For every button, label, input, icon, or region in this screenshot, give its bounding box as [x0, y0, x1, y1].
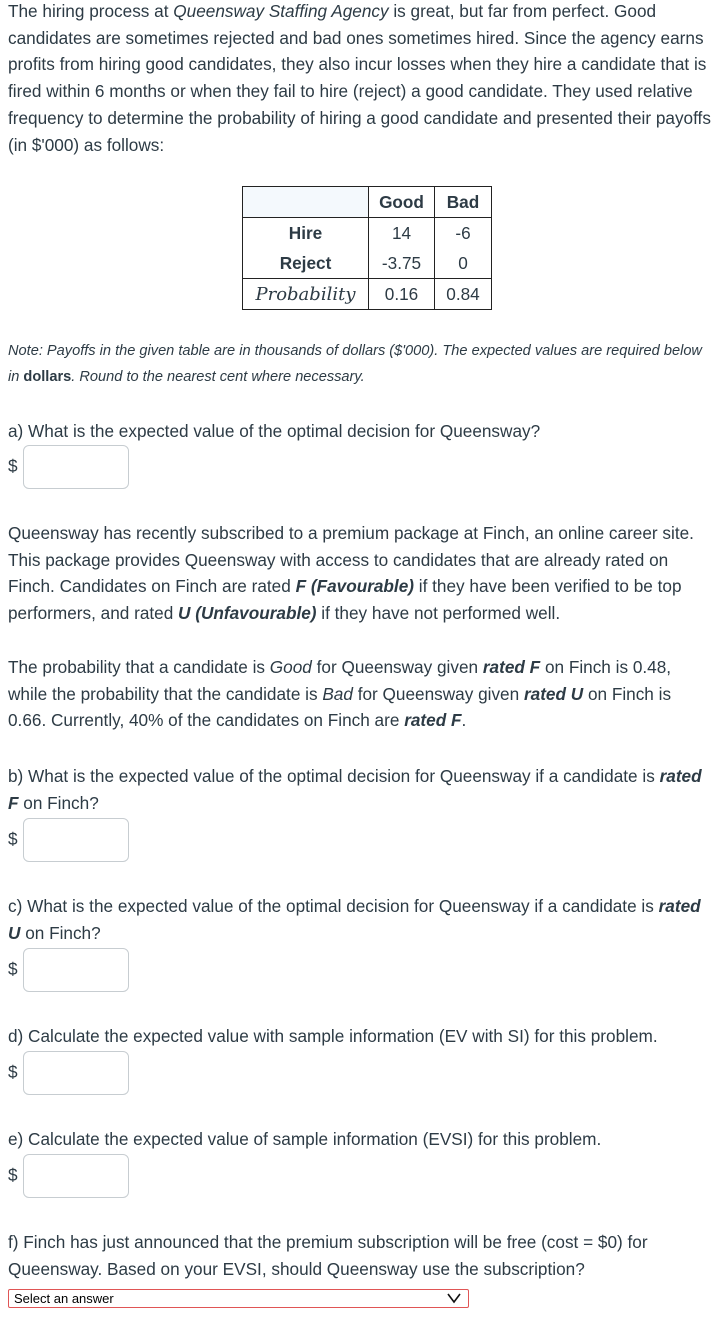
question-a: a) What is the expected value of the optimal decision for Queensway? — [8, 421, 541, 441]
finch-text-3: if they have not performed well. — [316, 603, 561, 624]
intro-text-2: is great, but far from perfect. Good candidates are sometimes rejected and bad ones sometimes hired. Since the agency earns profits from hiring good candidates, they also incur losses when they hire a candidate that is fired within 6 months or when they fail to hire (reject) a good candidate. They used relative frequency to determine the probability of hiring a good candidate and presented their payoffs (in $'000) as follows: — [8, 1, 711, 155]
prob-text-2: for Queensway given — [311, 657, 483, 677]
table-header-good: Good — [369, 187, 435, 218]
rating-f-label: F (Favourable) — [295, 576, 414, 597]
row-label-hire: Hire — [243, 218, 369, 249]
row-label-reject: Reject — [243, 248, 369, 279]
currency-symbol-c: $ — [8, 959, 18, 979]
finch-paragraph — [8, 520, 714, 627]
intro-paragraph — [8, 0, 714, 158]
prob-text-4: for Queensway given — [352, 683, 524, 704]
cell-reject-bad: 0 — [435, 248, 492, 279]
note-text-2: . Round to the nearest cent where necessary. — [71, 369, 365, 385]
table-row-reject — [243, 248, 492, 279]
question-b-rated: rated F — [8, 766, 702, 813]
finch-text-2: if they have been verified to be top performers, and rated — [8, 576, 682, 624]
prob-rated-f: rated F — [482, 657, 541, 677]
prob-text-6: . — [461, 710, 467, 731]
payoff-table — [242, 186, 492, 310]
rating-u-label: U (Unfavourable) — [178, 603, 317, 624]
prob-text-1: The probability that a candidate is — [8, 657, 270, 677]
question-b-text-1: b) What is the expected value of the optimal decision for Queensway if a candidate is — [8, 766, 660, 786]
chevron-down-icon — [446, 1291, 462, 1305]
answer-input-d[interactable] — [23, 1051, 129, 1095]
probability-paragraph — [8, 654, 714, 734]
table-row-hire — [243, 218, 492, 249]
question-c-text-1: c) What is the expected value of the optimal decision for Queensway if a candidate is — [8, 896, 659, 916]
answer-input-a[interactable] — [23, 445, 129, 489]
prob-rated-u: rated U — [523, 683, 584, 704]
finch-text-1: Queensway has recently subscribed to a premium package at Finch, an online career site. This package provides Queensway with access to candidates that are already rated on Finch. Candidates on Finch are rated — [8, 523, 694, 597]
question-c-text-2: on Finch? — [20, 922, 101, 943]
answer-input-b[interactable] — [23, 818, 129, 862]
prob-rated-f-2: rated F — [404, 710, 462, 731]
row-label-probability: Probability — [243, 279, 369, 310]
prob-text-5: on Finch is 0.66. Currently, 40% of the candidates on Finch are — [8, 683, 672, 731]
table-header-row — [243, 187, 492, 218]
table-header-bad: Bad — [435, 187, 492, 218]
prob-bad: Bad — [322, 683, 353, 704]
table-row-probability — [243, 279, 492, 310]
note-text-1: Note: Payoffs in the given table are in thousands of dollars ($'000). The expected values are required below in — [8, 343, 702, 385]
answer-select-f[interactable] — [8, 1289, 469, 1308]
currency-symbol-a: $ — [8, 456, 18, 476]
question-b — [8, 763, 714, 816]
note-bold: dollars — [23, 369, 72, 385]
select-value: Select an answer — [14, 1291, 114, 1306]
question-e: e) Calculate the expected value of sample information (EVSI) for this problem. — [8, 1129, 602, 1149]
currency-symbol-b: $ — [8, 829, 18, 849]
answer-input-e[interactable] — [23, 1154, 129, 1198]
cell-hire-good: 14 — [369, 218, 435, 249]
cell-probability-good: 0.16 — [369, 279, 435, 310]
company-name: Queensway Staffing Agency — [173, 1, 389, 21]
table-header-corner — [243, 187, 369, 218]
prob-text-3: on Finch is 0.48, while the probability that the candidate is — [8, 657, 672, 704]
cell-hire-bad: -6 — [435, 218, 492, 249]
question-d: d) Calculate the expected value with sample information (EV with SI) for this problem. — [8, 1026, 658, 1046]
question-c-rated: rated U — [8, 896, 701, 943]
currency-symbol-e: $ — [8, 1165, 18, 1185]
answer-input-c[interactable] — [23, 948, 129, 992]
question-c — [8, 893, 714, 946]
cell-probability-bad: 0.84 — [435, 279, 492, 310]
prob-good: Good — [269, 657, 312, 677]
question-b-text-2: on Finch? — [18, 792, 99, 813]
cell-reject-good: -3.75 — [369, 248, 435, 279]
note-text — [8, 338, 714, 390]
intro-text-1: The hiring process at — [8, 1, 174, 21]
currency-symbol-d: $ — [8, 1062, 18, 1082]
question-f: f) Finch has just announced that the premium subscription will be free (cost = $0) for Queensway. Based on your EVSI, should Queensway use the subscription? — [8, 1232, 648, 1279]
